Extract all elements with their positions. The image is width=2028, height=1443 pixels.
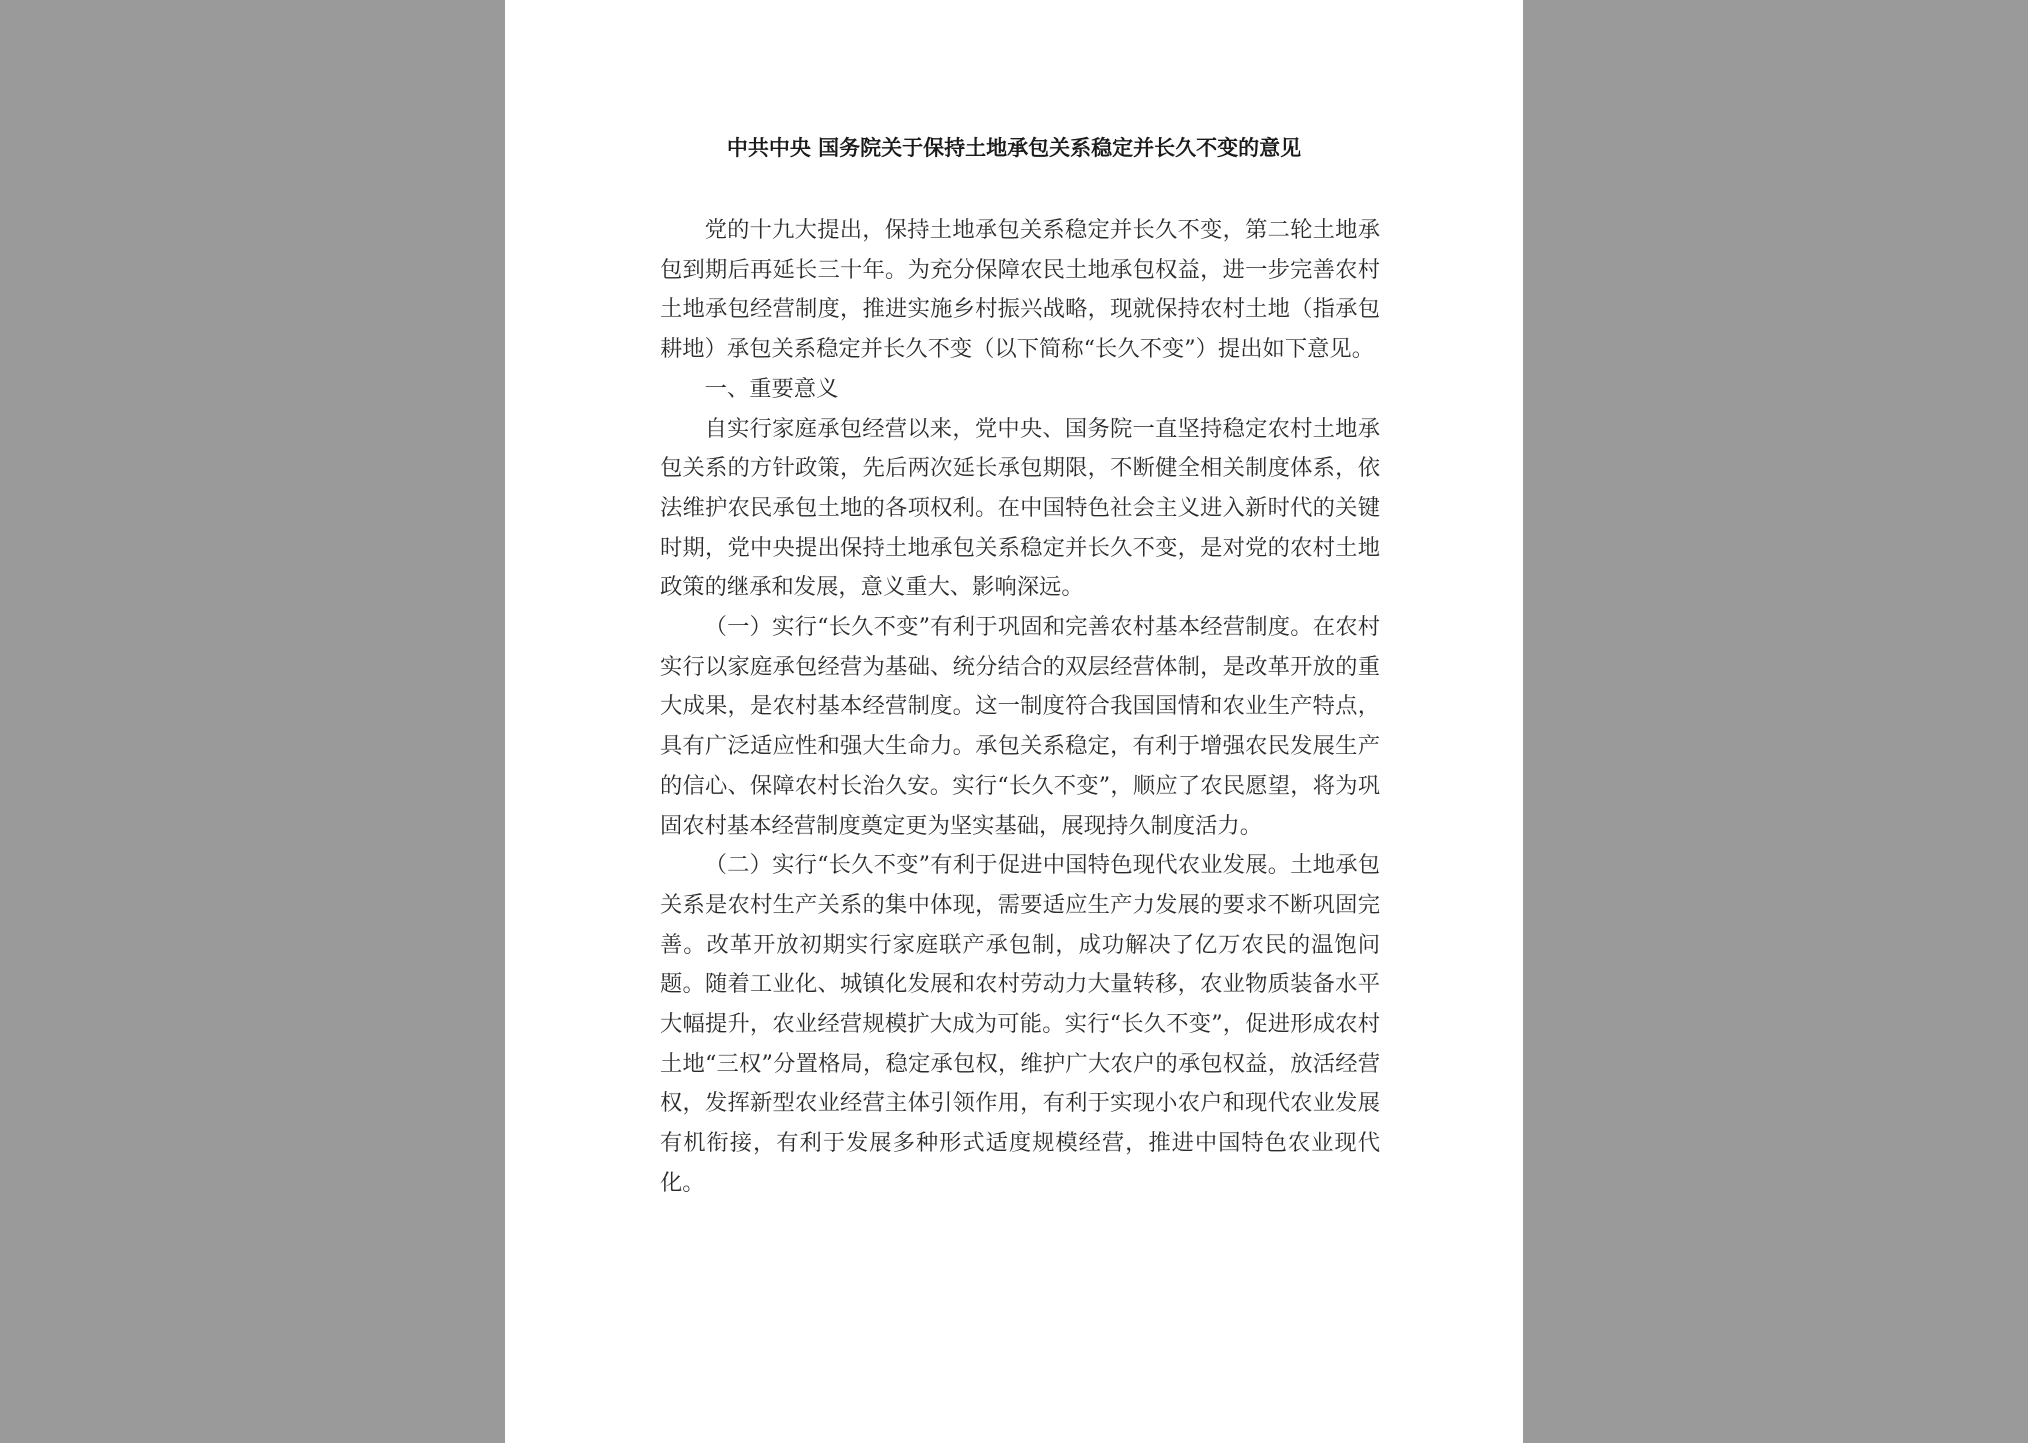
document-title: 中共中央 国务院关于保持土地承包关系稳定并长久不变的意见 [726, 136, 1302, 160]
paragraph-significance: 自实行家庭承包经营以来，党中央、国务院一直坚持稳定农村土地承包关系的方针政策，先后两次延长承包期限，不断健全相关制度体系，依法维护农民承包土地的各项权利。在中国特色社会主义进入新时代的关键时期，党中央提出保持土地承包关系稳定并长久不变，是对党的农村土地政策的继承和发展，意义重大、影响深远。 [660, 415, 1380, 601]
document-page [505, 0, 1523, 1443]
paragraph-point-one: （一）实行“长久不变”有利于巩固和完善农村基本经营制度。在农村实行以家庭承包经营为基础、统分结合的双层经营体制，是改革开放的重大成果，是农村基本经营制度。这一制度符合我国国情和农业生产特点，具有广泛适应性和强大生命力。承包关系稳定，有利于增强农民发展生产的信心、保障农村长治久安。实行“长久不变”，顺应了农民愿望，将为巩固农村基本经营制度奠定更为坚实基础，展现持久制度活力。 [660, 614, 1380, 839]
document-body [660, 211, 1380, 1204]
section-heading-significance: 一、重要意义 [704, 375, 839, 402]
paragraph-point-two: （二）实行“长久不变”有利于促进中国特色现代农业发展。土地承包关系是农村生产关系的集中体现，需要适应生产力发展的要求不断巩固完善。改革开放初期实行家庭联产承包制，成功解决了亿万农民的温饱问题。随着工业化、城镇化发展和农村劳动力大量转移，农业物质装备水平大幅提升，农业经营规模扩大成为可能。实行“长久不变”，促进形成农村土地“三权”分置格局，稳定承包权，维护广大农户的承包权益，放活经营权，发挥新型农业经营主体引领作用，有利于实现小农户和现代农业发展有机衔接，有利于发展多种形式适度规模经营，推进中国特色农业现代化。 [660, 852, 1380, 1196]
paragraph-intro: 党的十九大提出，保持土地承包关系稳定并长久不变，第二轮土地承包到期后再延长三十年。为充分保障农民土地承包权益，进一步完善农村土地承包经营制度，推进实施乡村振兴战略，现就保持农村土地（指承包耕地）承包关系稳定并长久不变（以下简称“长久不变”）提出如下意见。 [660, 217, 1380, 363]
